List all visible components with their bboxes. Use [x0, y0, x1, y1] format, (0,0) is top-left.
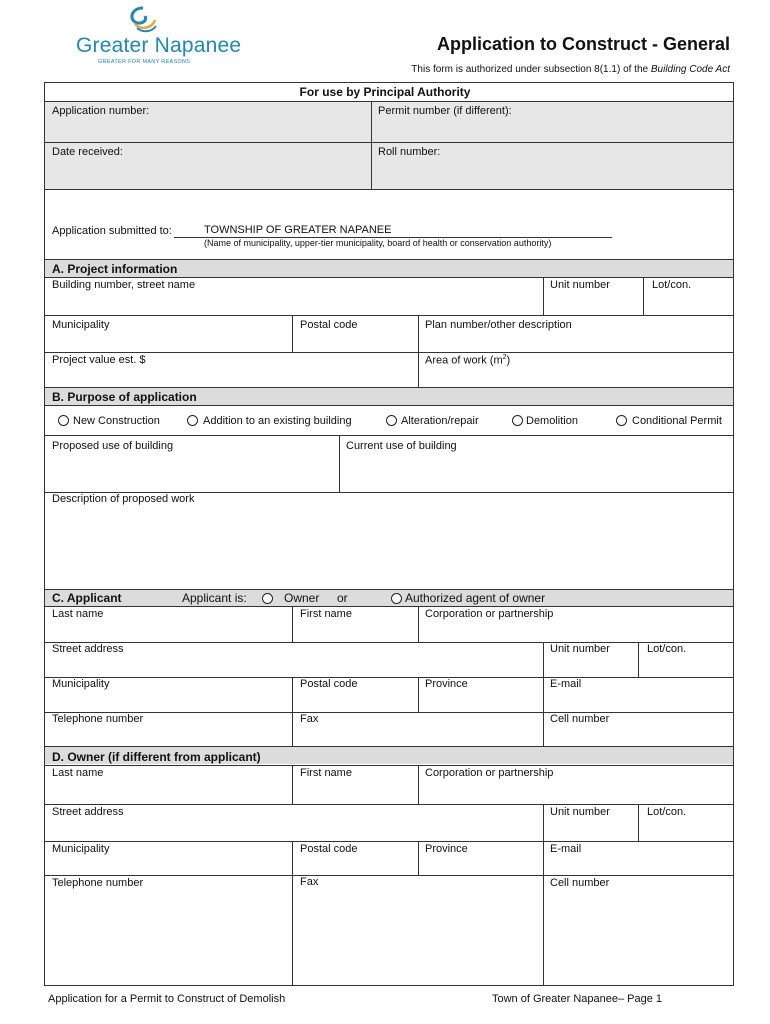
section-a-heading: A. Project information: [52, 262, 178, 276]
demolition-label: Demolition: [526, 415, 578, 427]
authorization-note: [411, 64, 730, 75]
d-unit-number-field[interactable]: Unit number: [550, 806, 610, 818]
owner-radio[interactable]: [262, 593, 273, 604]
document-title: Application to Construct - General: [436, 34, 730, 54]
description-field[interactable]: Description of proposed work: [52, 493, 195, 505]
c-corporation-field[interactable]: Corporation or partnership: [425, 608, 554, 620]
owner-label: Owner: [284, 591, 320, 605]
d-email-field[interactable]: E-mail: [550, 843, 582, 855]
conditional-permit-label: Conditional Permit: [632, 415, 722, 427]
c-postal-code-field[interactable]: Postal code: [300, 678, 358, 690]
date-received-field[interactable]: Date received:: [52, 146, 123, 158]
c-email-field[interactable]: E-mail: [550, 678, 582, 690]
application-number-field[interactable]: Application number:: [52, 105, 150, 117]
permit-number-field[interactable]: Permit number (if different):: [378, 105, 512, 117]
project-value-field[interactable]: Project value est. $: [52, 354, 146, 366]
area-label: Area of work (m: [425, 354, 503, 367]
d-first-name-field[interactable]: First name: [300, 767, 352, 779]
section-d-heading: D. Owner (if different from applicant): [52, 750, 261, 764]
c-last-name-field[interactable]: Last name: [52, 608, 104, 620]
form-frame: [44, 82, 734, 986]
postal-code-field[interactable]: Postal code: [300, 319, 358, 331]
submitted-to-value[interactable]: TOWNSHIP OF GREATER NAPANEE: [204, 224, 392, 236]
authority-heading: For use by Principal Authority: [299, 85, 471, 99]
logo-swirl-icon: [126, 6, 160, 36]
conditional-permit-radio[interactable]: [616, 415, 627, 426]
roll-number-field[interactable]: Roll number:: [378, 146, 441, 158]
or-label: or: [337, 591, 348, 605]
d-province-field[interactable]: Province: [425, 843, 468, 855]
footer-left: Application for a Permit to Construct of Demolish: [48, 993, 286, 1005]
municipality-field[interactable]: Municipality: [52, 319, 110, 331]
section-c-bar: [45, 590, 733, 607]
unit-number-field[interactable]: Unit number: [550, 279, 610, 291]
d-municipality-field[interactable]: Municipality: [52, 843, 110, 855]
c-unit-number-field[interactable]: Unit number: [550, 643, 610, 655]
d-corporation-field[interactable]: Corporation or partnership: [425, 767, 554, 779]
d-telephone-field[interactable]: Telephone number: [52, 877, 144, 889]
plan-number-field[interactable]: Plan number/other description: [425, 319, 572, 331]
submitted-to-note: (Name of municipality, upper-tier municipality, board of health or conservation authority): [204, 238, 552, 248]
applicant-is-label: Applicant is:: [182, 591, 247, 605]
area-superscript: 2: [502, 354, 507, 361]
alteration-label: Alteration/repair: [401, 415, 479, 427]
c-municipality-field[interactable]: Municipality: [52, 678, 110, 690]
authorization-text: This form is authorized under subsection 8(1.1) of the: [411, 64, 651, 75]
c-street-address-field[interactable]: Street address: [52, 643, 124, 655]
new-construction-radio[interactable]: [58, 415, 69, 426]
new-construction-label: New Construction: [73, 415, 160, 427]
area-close: ): [506, 354, 511, 367]
building-street-field[interactable]: Building number, street name: [52, 279, 196, 291]
logo-tagline: GREATER FOR MANY REASONS: [98, 59, 191, 65]
d-cell-field[interactable]: Cell number: [550, 877, 610, 889]
alteration-radio[interactable]: [386, 415, 397, 426]
agent-label: Authorized agent of owner: [405, 591, 546, 605]
proposed-use-field[interactable]: Proposed use of building: [52, 440, 174, 452]
c-first-name-field[interactable]: First name: [300, 608, 352, 620]
c-lot-con-field[interactable]: Lot/con.: [647, 643, 687, 655]
c-telephone-field[interactable]: Telephone number: [52, 713, 144, 725]
c-cell-field[interactable]: Cell number: [550, 713, 610, 725]
section-b-heading: B. Purpose of application: [52, 390, 197, 404]
area-of-work-field[interactable]: [425, 354, 510, 367]
d-street-address-field[interactable]: Street address: [52, 806, 124, 818]
addition-radio[interactable]: [187, 415, 198, 426]
submitted-to-label: Application submitted to:: [52, 225, 172, 237]
c-province-field[interactable]: Province: [425, 678, 468, 690]
d-last-name-field[interactable]: Last name: [52, 767, 104, 779]
current-use-field[interactable]: Current use of building: [346, 440, 457, 452]
d-lot-con-field[interactable]: Lot/con.: [647, 806, 687, 818]
d-postal-code-field[interactable]: Postal code: [300, 843, 358, 855]
addition-label: Addition to an existing building: [203, 415, 352, 427]
section-c-heading: C. Applicant: [52, 591, 122, 605]
agent-radio[interactable]: [391, 593, 402, 604]
demolition-radio[interactable]: [512, 415, 523, 426]
footer-page: Town of Greater Napanee– Page 1: [492, 993, 663, 1005]
authorization-act: Building Code Act: [650, 64, 730, 75]
logo-name: Greater Napanee: [76, 34, 242, 57]
lot-con-field[interactable]: Lot/con.: [652, 279, 692, 291]
d-fax-field[interactable]: Fax: [300, 876, 319, 888]
c-fax-field[interactable]: Fax: [300, 713, 319, 725]
